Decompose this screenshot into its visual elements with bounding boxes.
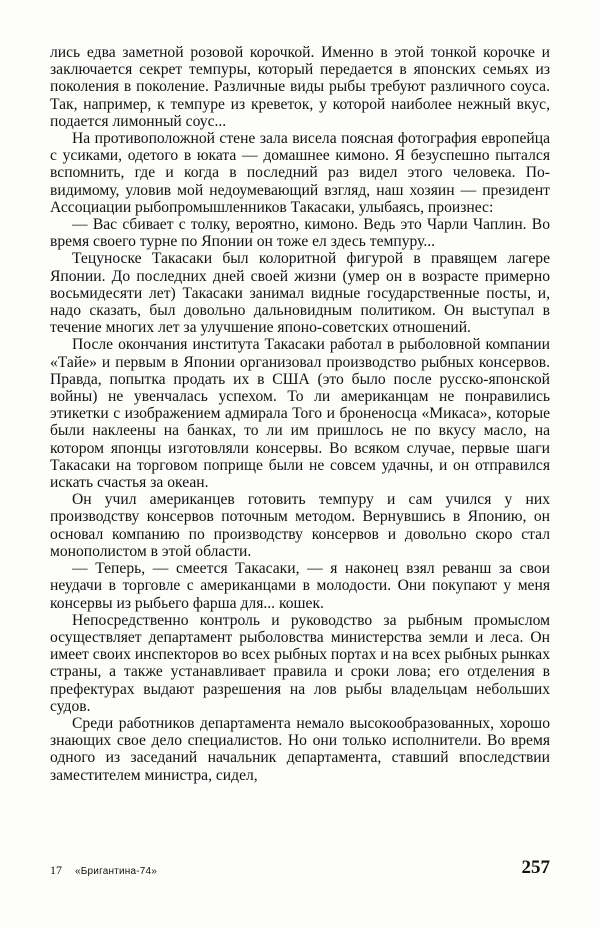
paragraph: Тецуноске Такасаки был колоритной фигурой в правящем лагере Японии. До последних дней своей жизни (умер он в возрасте примерно восьмидесяти лет) Такасаки занимал видные государственные посты, и, надо сказать, был довольно дальновидным политиком. Он выступал в течение многих лет за улучшение японо-советских отношений. (50, 250, 550, 337)
signature-title: «Бригантина-74» (75, 866, 158, 877)
paragraph: Он учил американцев готовить темпуру и сам учился у них производству консервов поточным методом. Вернувшись в Японию, он основал компанию по производству консервов и довольно скоро стал монополистом в этой области. (50, 491, 550, 560)
paragraph: лись едва заметной розовой корочкой. Именно в этой тонкой корочке и заключается секрет темпуры, который передается в японских семьях из поколения в поколение. Различные виды рыбы требуют различного соуса. Так, например, к темпуре из креветок, у которой наиболее нежный вкус, подается лимонный соус... (50, 44, 550, 130)
page-footer (50, 857, 550, 881)
page-number: 257 (521, 857, 550, 878)
body-text (50, 44, 550, 784)
printer-signature (50, 863, 157, 878)
signature-number: 17 (50, 863, 62, 877)
paragraph: Непосредственно контроль и руководство за рыбным промыслом осуществляет департамент рыболовства министерства земли и леса. Он имеет своих инспекторов во всех рыбных портах и на всех рыбных рынках страны, а также устанавливает правила и сроки лова; его отделения в префектурах выдают разрешения на лов рыбы владельцам небольших судов. (50, 611, 550, 715)
paragraph: После окончания института Такасаки работал в рыболовной компании «Тайе» и первым в Японии организовал производство рыбных консервов. Правда, попытка продать их в США (это было после русско-японской войны) не увенчалась успехом. То ли американцам не понравились этикетки с изображением адмирала Того и броненосца «Микаса», которые были наклеены на банках, то ли им пришлось не по вкусу масло, на котором японцы изготовляли консервы. Во всяком случае, первые шаги Такасаки на торговом поприще были не совсем удачны, и он отправился искать счастья за океан. (50, 336, 550, 492)
paragraph: На противоположной стене зала висела поясная фотография европейца с усиками, одетого в юката — домашнее кимоно. Я безуспешно пытался вспомнить, где и когда в последний раз видел этого человека. По-видимому, уловив мой недоумевающий взгляд, наш хозяин — президент Ассоциации рыбопромышленников Такасаки, улыбаясь, произнес: (50, 130, 550, 216)
paragraph: — Теперь, — смеется Такасаки, — я наконец взял реванш за свои неудачи в торговле с американцами в молодости. Они покупают у меня консервы из рыбьего фарша для... кошек. (50, 560, 550, 612)
paragraph: Среди работников департамента немало высокообразованных, хорошо знающих свое дело специалистов. Но они только исполнители. Во время одного из заседаний начальник департамента, ставший впоследствии заместителем министра, сидел, (50, 714, 550, 784)
paragraph: — Вас сбивает с толку, вероятно, кимоно. Ведь это Чарли Чаплин. Во время своего турне по Японии он тоже ел здесь темпуру... (50, 216, 550, 251)
